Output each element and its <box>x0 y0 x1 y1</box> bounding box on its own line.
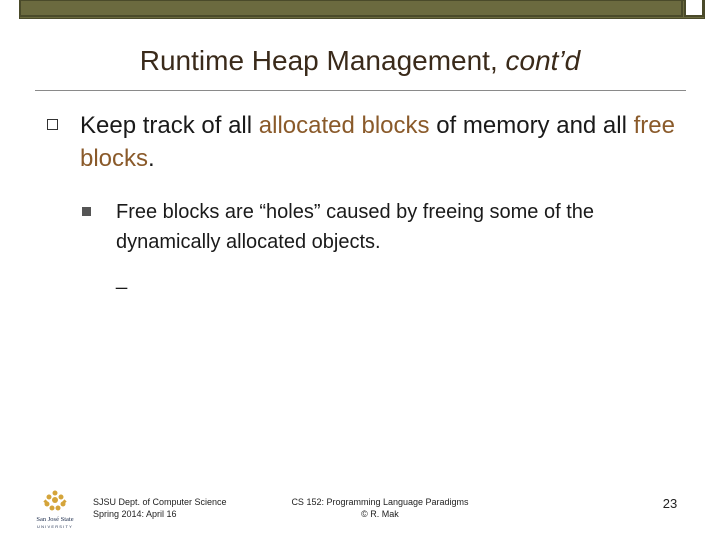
footer-date: Spring 2014: April 16 <box>93 509 177 519</box>
footer-dept: SJSU Dept. of Computer Science <box>93 497 227 507</box>
bullet1-part1: Keep track of all <box>80 112 259 139</box>
title-divider <box>35 90 686 91</box>
dash-bullet: _ <box>116 268 128 290</box>
hollow-square-bullet-icon <box>47 119 58 130</box>
footer-course-info <box>93 496 227 520</box>
footer-course-title <box>270 496 490 520</box>
bullet1-part2: of memory and all <box>429 112 634 139</box>
page-number: 23 <box>662 496 678 511</box>
sjsu-logo-icon <box>30 488 80 530</box>
slide-title <box>0 45 720 77</box>
bullet1-part3: . <box>148 145 155 172</box>
filled-square-bullet-icon <box>82 207 91 216</box>
bullet-text-1 <box>80 109 680 175</box>
footer-author: © R. Mak <box>361 509 399 519</box>
top-banner-box <box>684 0 704 17</box>
slide-title-main: Runtime Heap Management, <box>139 45 506 76</box>
bullet1-highlight-free: free blocks <box>80 112 675 172</box>
logo-wordmark: San José State <box>36 516 74 523</box>
svg-text:UNIVERSITY: UNIVERSITY <box>36 524 74 529</box>
slide-title-italic: cont’d <box>505 45 581 76</box>
top-banner-frame <box>19 0 683 17</box>
bullet-text-2: Free blocks are “holes” caused by freeing some of the dynamically allocated objects. <box>116 201 595 253</box>
footer-course-name: CS 152: Programming Language Paradigms <box>291 497 469 507</box>
bullet1-highlight-allocated: allocated blocks <box>258 112 430 139</box>
